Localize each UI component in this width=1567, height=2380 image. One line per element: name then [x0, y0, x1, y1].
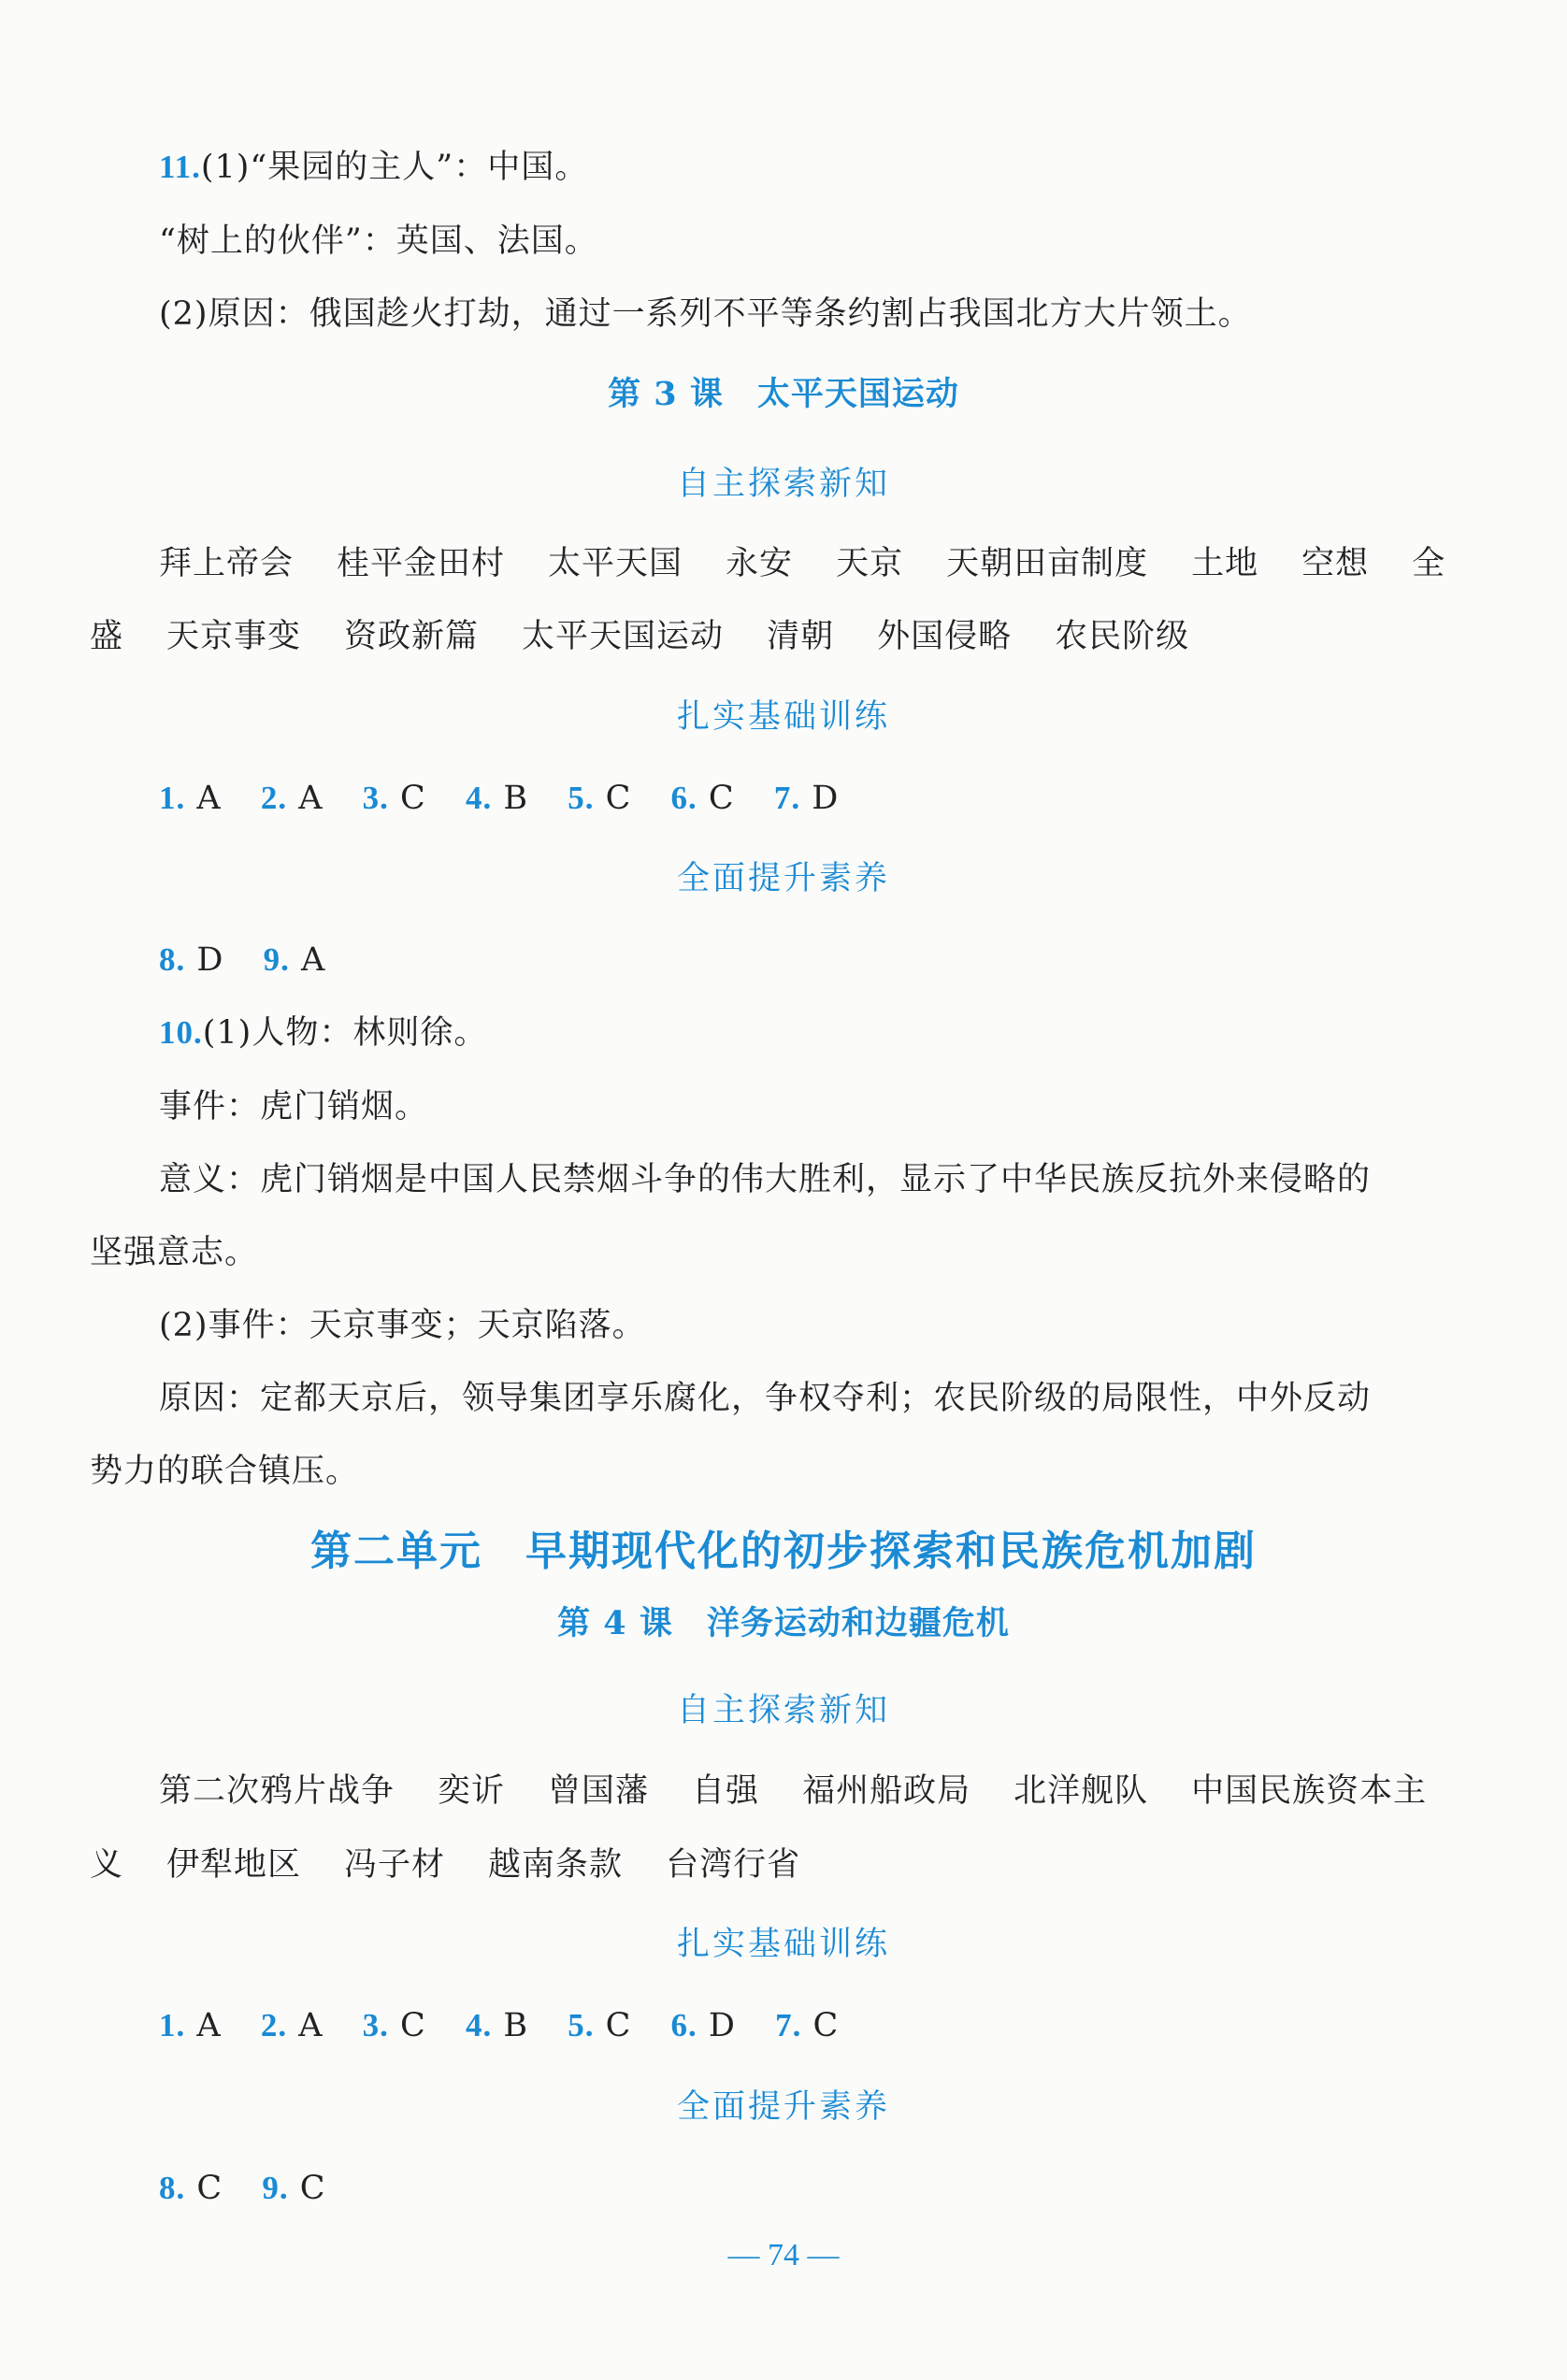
- answer-item: [466, 2004, 528, 2047]
- q11-part2: (2)原因：俄国趁火打劫，通过一系列不平等条约割占我国北方大片领土。: [159, 295, 1252, 333]
- answer-choice: A: [298, 2007, 323, 2044]
- term: 天京事变: [166, 618, 302, 655]
- answer-item: [568, 777, 631, 820]
- term: 资政新篇: [344, 618, 480, 655]
- answer-choice: D: [196, 941, 224, 979]
- answer-item: [671, 2004, 736, 2047]
- answer-choice: A: [300, 941, 326, 979]
- q10-part1: [159, 1011, 1552, 1054]
- q11-part1: [159, 146, 1552, 189]
- answer-choice: A: [196, 2007, 222, 2044]
- question-number: 2.: [260, 2007, 288, 2043]
- answer-choice: C: [400, 2007, 426, 2044]
- term: 自强: [692, 1772, 760, 1810]
- question-number: 9.: [263, 941, 290, 978]
- term: 天京: [836, 545, 904, 582]
- answer-choice: C: [196, 2170, 223, 2207]
- term: 太平天国运动: [522, 618, 725, 655]
- answer-item: [159, 2004, 222, 2047]
- question-number: 6.: [670, 2007, 697, 2043]
- term: 外国侵略: [877, 618, 1013, 655]
- answer-choice: C: [605, 2007, 632, 2044]
- q10-significance: 意义：虎门销烟是中国人民禁烟斗争的伟大胜利，显示了中华民族反抗外来侵略的: [159, 1161, 1372, 1198]
- answer-item: [261, 777, 323, 820]
- answer-choice: C: [605, 780, 632, 817]
- term: 天朝田亩制度: [946, 545, 1149, 582]
- question-number: 5.: [568, 2007, 595, 2043]
- question-number: 4.: [465, 780, 493, 816]
- question-number: 3.: [362, 780, 389, 816]
- term: 奕䜣: [438, 1772, 506, 1810]
- answer-item: [262, 2167, 325, 2210]
- page-number: — 74 —: [727, 2238, 840, 2272]
- term: 冯子材: [344, 1846, 446, 1884]
- answer-item: [363, 777, 426, 820]
- q10-reason-cont: 势力的联合镇压。: [90, 1453, 360, 1490]
- answer-text: (1)“果园的主人”：中国。: [200, 149, 589, 186]
- answer-item: [466, 777, 528, 820]
- lesson-4-title: 第 4 课 洋务运动和边疆危机: [557, 1604, 1010, 1642]
- question-number: 8.: [159, 2170, 186, 2206]
- lesson-4-section-advanced: 全面提升素养: [676, 2088, 890, 2126]
- q10-part2: (2)事件：天京事变；天京陷落。: [159, 1307, 646, 1344]
- answer-choice: D: [812, 780, 840, 817]
- term: 桂平金田村: [337, 545, 506, 582]
- answer-item: [264, 939, 326, 982]
- answer-choice: B: [503, 780, 529, 817]
- question-number: 11.: [159, 149, 201, 185]
- q10-event: 事件：虎门销烟。: [159, 1088, 429, 1125]
- q11-part1-b: “树上的伙伴”：英国、法国。: [159, 222, 598, 260]
- question-number: 8.: [159, 941, 186, 978]
- question-number: 4.: [465, 2007, 493, 2043]
- lesson-3-section-basic: 扎实基础训练: [676, 698, 890, 736]
- term: 盛: [90, 618, 124, 655]
- answer-item: [568, 2004, 631, 2047]
- answer-choice: A: [196, 780, 222, 817]
- question-number: 1.: [159, 780, 186, 816]
- answer-choice: A: [298, 780, 323, 817]
- question-number: 2.: [260, 780, 288, 816]
- term: 永安: [726, 545, 794, 582]
- answer-choice: B: [503, 2007, 529, 2044]
- term: 中国民族资本主: [1191, 1772, 1428, 1810]
- answer-choice: D: [708, 2007, 736, 2044]
- term: 义: [90, 1846, 124, 1884]
- term: 全: [1412, 545, 1446, 582]
- answer-item: [261, 2004, 323, 2047]
- answer-item: [363, 2004, 426, 2047]
- term: 太平天国: [548, 545, 683, 582]
- unit-2-title: 第二单元 早期现代化的初步探索和民族危机加剧: [310, 1527, 1257, 1575]
- answer-text: (1)人物：林则徐。: [202, 1014, 488, 1052]
- answer-item: [159, 2167, 223, 2210]
- lesson-3-advanced-answers: [159, 939, 1552, 982]
- term: 曾国藩: [548, 1772, 650, 1810]
- question-number: 7.: [773, 780, 801, 816]
- answer-item: [159, 939, 223, 982]
- answer-choice: C: [400, 780, 426, 817]
- lesson-4-terms-line-1: [159, 1770, 1552, 1813]
- lesson-3-title: 第 3 课 太平天国运动: [608, 375, 959, 413]
- question-number: 10.: [159, 1014, 203, 1051]
- lesson-4-section-explore: 自主探索新知: [676, 1692, 890, 1729]
- term: 清朝: [767, 618, 835, 655]
- q10-reason: 原因：定都天京后，领导集团享乐腐化，争权夺利；农民阶级的局限性，中外反动: [159, 1380, 1372, 1417]
- term: 土地: [1191, 545, 1259, 582]
- question-number: 3.: [362, 2007, 389, 2043]
- lesson-4-basic-answers: [159, 2004, 1552, 2047]
- lesson-4-terms-line-2: [90, 1843, 1483, 1886]
- term: 福州船政局: [802, 1772, 971, 1810]
- answer-item: [775, 2004, 839, 2047]
- lesson-3-section-explore: 自主探索新知: [676, 466, 890, 503]
- lesson-4-advanced-answers: [159, 2167, 1552, 2210]
- answer-choice: C: [812, 2007, 840, 2044]
- answer-item: [774, 777, 839, 820]
- question-number: 5.: [568, 780, 595, 816]
- lesson-3-terms-line-2: [90, 615, 1483, 658]
- answer-choice: C: [708, 780, 735, 817]
- question-number: 1.: [159, 2007, 186, 2043]
- lesson-3-terms-line-1: [159, 542, 1552, 585]
- q10-significance-cont: 坚强意志。: [90, 1234, 259, 1271]
- term: 越南条款: [488, 1846, 624, 1884]
- lesson-4-section-basic: 扎实基础训练: [676, 1926, 890, 1963]
- answer-choice: C: [299, 2170, 326, 2207]
- question-number: 6.: [670, 780, 697, 816]
- term: 伊犁地区: [166, 1846, 302, 1884]
- lesson-3-section-advanced: 全面提升素养: [676, 860, 890, 897]
- question-number: 7.: [775, 2007, 802, 2043]
- answer-item: [159, 777, 222, 820]
- question-number: 9.: [262, 2170, 289, 2206]
- term: 第二次鸦片战争: [159, 1772, 395, 1810]
- term: 农民阶级: [1055, 618, 1190, 655]
- lesson-3-basic-answers: [159, 777, 1552, 820]
- term: 台湾行省: [666, 1846, 801, 1884]
- term: 空想: [1301, 545, 1370, 582]
- term: 北洋舰队: [1014, 1772, 1149, 1810]
- term: 拜上帝会: [159, 545, 295, 582]
- answer-item: [671, 777, 735, 820]
